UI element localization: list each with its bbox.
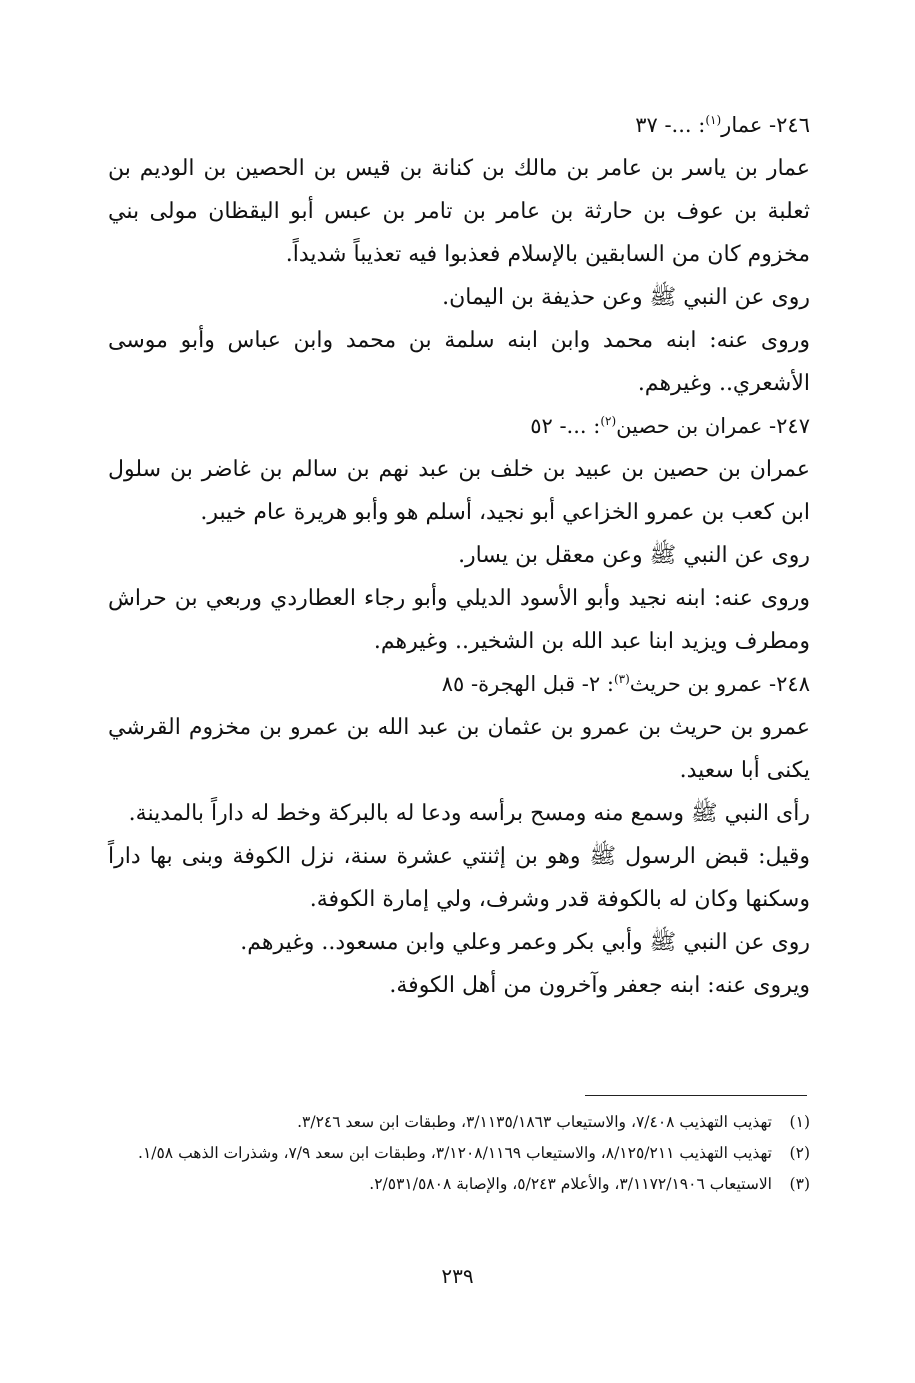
page-number: ٢٣٩ [441,1264,474,1288]
entry-heading-dates: : ٢- قبل الهجرة- ٨٥ [441,672,614,696]
entry-heading-title: ٢٤٨- عمرو بن حريث [629,672,810,696]
entry-247 [108,405,810,663]
footnote-number: (٣) [789,1175,810,1193]
footnote-number: (٢) [789,1144,810,1162]
entry-paragraph: وروى عنه: ابنه محمد وابن ابنه سلمة بن محمد وابن عباس وأبو موسى الأشعري.. وغيرهم. [108,328,810,396]
entry-paragraph: وروى عنه: ابنه نجيد وأبو الأسود الديلي وأبو رجاء العطاردي وربعي بن حراش ومطرف ويزيد ابنا عبد الله بن الشخير.. وغيرهم. [108,586,810,654]
footnote [108,1138,810,1169]
entry-paragraph: روى عن النبي ﷺ وعن معقل بن يسار. [458,543,810,568]
entry-heading [108,405,810,448]
entry-heading [108,104,810,147]
entry-paragraph: عمران بن حصين بن عبيد بن خلف بن عبد نهم بن سالم بن غاضر بن سلول ابن كعب بن عمرو الخزاعي أبو نجيد، أسلم هو وأبو هريرة عام خيبر. [108,457,810,525]
entry-heading-dates: : ...- ٥٢ [530,414,601,438]
entry-paragraph: روى عن النبي ﷺ وأبي بكر وعمر وعلي وابن مسعود.. وغيرهم. [240,930,810,955]
footnote-number: (١) [789,1113,810,1131]
entry-paragraph: وقيل: قبض الرسول ﷺ وهو بن إثنتي عشرة سنة، نزل الكوفة وبنى بها داراً وسكنها وكان له بالكوفة قدر وشرف، ولي إمارة الكوفة. [108,844,810,912]
entry-heading [108,663,810,706]
footnote-marker[interactable]: (٢) [600,414,617,428]
footnote [108,1107,810,1138]
footnote-divider [585,1095,807,1096]
entry-246 [108,104,810,405]
footnote-text: تهذيب التهذيب ٨/١٢٥/٢١١، والاستيعاب ٣/١٢٠٨/١١٦٩، وطبقات ابن سعد ٧/٩، وشذرات الذهب ١/٥٨. [138,1144,772,1162]
entry-paragraph: عمرو بن حريث بن عمرو بن عثمان بن عبد الله بن عمرو بن مخزوم القرشي يكنى أبا سعيد. [108,715,810,783]
entry-heading-title: ٢٤٦- عمار [721,113,810,137]
main-text [108,104,810,1007]
entry-248 [108,663,810,1007]
entry-paragraph: ويروى عنه: ابنه جعفر وآخرون من أهل الكوفة. [389,973,810,998]
entry-paragraph: رأى النبي ﷺ وسمع منه ومسح برأسه ودعا له بالبركة وخط له داراً بالمدينة. [128,801,810,826]
entry-paragraph: روى عن النبي ﷺ وعن حذيفة بن اليمان. [442,285,810,310]
entry-heading-title: ٢٤٧- عمران بن حصين [616,414,810,438]
footnote-text: تهذيب التهذيب ٧/٤٠٨، والاستيعاب ٣/١١٣٥/١٨٦٣، وطبقات ابن سعد ٣/٢٤٦. [297,1113,772,1131]
footnote-marker[interactable]: (٣) [613,672,630,686]
entry-paragraph: عمار بن ياسر بن عامر بن مالك بن كنانة بن قيس بن الحصين بن الوديم بن ثعلبة بن عوف بن حارثة بن عامر بن تامر بن عبس أبو اليقظان مولى بني مخزوم كان من السابقين بالإسلام فعذبوا فيه تعذيباً شديداً. [108,156,810,267]
footnote-marker[interactable]: (١) [705,113,722,127]
footnote [108,1169,810,1200]
entry-heading-dates: : ...- ٣٧ [635,113,706,137]
footnotes [108,1107,810,1200]
footnote-text: الاستيعاب ٣/١١٧٢/١٩٠٦، والأعلام ٥/٢٤٣، والإصابة ٢/٥٣١/٥٨٠٨. [369,1175,772,1193]
